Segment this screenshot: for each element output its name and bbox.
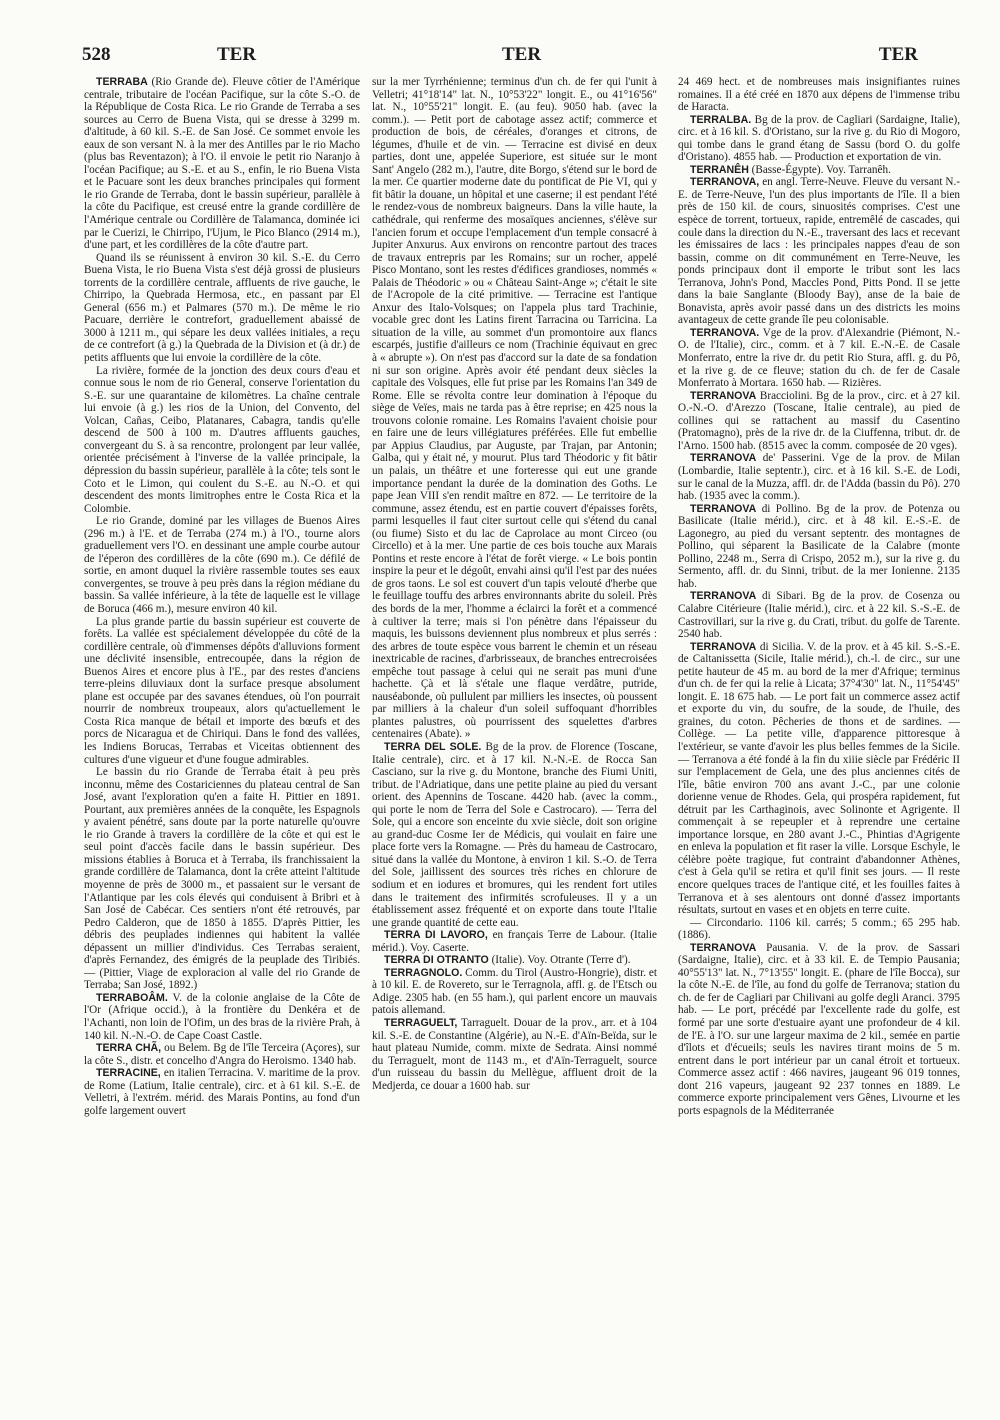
column-left bbox=[84, 76, 360, 1404]
headword: TERRABA bbox=[96, 76, 148, 88]
entry-terralba bbox=[678, 114, 960, 164]
entry-text: de' Passerini. Vge de la prov. de Milan (Lombardie, Italie septentr.), circ. et à 16 kil. S.-E. de Lodi, sur le canal de la Muzza, affl. dr. de l'Adda (bassin du Pô). 270 hab. (1935 avec la comm.). bbox=[678, 452, 960, 503]
entry-text: en français Terre de Labour. (Italie mérid.). Voy. Caserte. bbox=[372, 929, 657, 954]
header-center-word: TER bbox=[502, 44, 542, 65]
entry-text: Bg de la prov. de Florence (Toscane, Italie centrale), circ. et à 17 kil. N.-N.-E. de Rocca San Casciano, sur la rive g. du Montone, branche des Fiumi Uniti, tribut. de l'Adriatique, dans une petite plaine au pied du versant orient. des Apennins de Toscane. 4420 hab. (avec la comm., qui porte le nom de Terra del Sole e Castrocaro). — Terra del Sole, qui a encore son enceinte du xvie siècle, doit son origine au grand-duc Cosme Ier de Médicis, qui voulait en faire une place forte vers la Romagne. — Près du hameau de Castrocaro, situé dans la vallée du Montone, à environ 1 kil. S.-O. de Terra del Sole, jaillissent des sources très riches en chlorure de sodium et en iodures et bromures, qui les rendent fort utiles dans le traitement des infirmités scrofuleuses. Il y a un établissement assez fréquenté et on exporte dans toute l'Italie une grande quantité de cette eau. bbox=[372, 740, 657, 929]
entry-text: ou Belem. Bg de l'île Terceira (Açores), sur la côte S., distr. et concelho d'Angra do Heroismo. 1340 hab. bbox=[84, 1042, 360, 1067]
entry-terraboam bbox=[84, 992, 360, 1042]
paragraph: La plus grande partie du bassin supérieur est couverte de forêts. La vallée est spécialement développée du côté de la cordillère centrale, où d'immenses dépôts d'alluvions forment une déclivité insensible, entrecoupée, dans la région de Buenos Aires et encore plus à l'E., par des restes d'anciens terre-pleins diluviaux dont la surface presque absolument plane est occupée par des savanes étendues, où l'on pourrait nourrir de nombreux troupeaux, alors qu'actuellement le Costa Rica manque de bétail et importe des bœufs et des porcs de Nicaragua et de Chiriqui. Dans le fond des vallées, les Indiens Borucas, Terrabas et Viceitas obtiennent des cultures d'une vigueur et d'une fougue admirables. bbox=[84, 615, 360, 766]
entry-terranova-sicilia bbox=[678, 641, 960, 917]
entry-terragnolo bbox=[372, 967, 657, 1017]
headword: TERRABOÂM. bbox=[96, 991, 168, 1004]
headword: TERRANOVA bbox=[690, 389, 757, 402]
headword: TERRACINE, bbox=[96, 1067, 161, 1080]
headword: TERRANOVA bbox=[690, 941, 757, 954]
headword: TERRAGUELT, bbox=[384, 1017, 458, 1030]
paragraph: La rivière, formée de la jonction des deux cours d'eau et connue sous le nom de rio General, conserve l'orientation du S.-E. sur une quarantaine de kilomètres. La chaîne centrale lui envoie (à g.) les rios de la Union, del Convento, del Volcan, Cañas, Ceibo, Platanares, Cabagra, tandis qu'elle descend de 500 à 100 m. D'autres affluents gauches, convergeant du S. à sa rencontre, prolongent par leur vallée, orientée précisément à l'inverse de la vallée principale, la dépression du bassin supérieur, parallèle à la côte; tels sont le Coto et le Limon, qui coulent du S.-E. au N.-O. et qui descendent des monts limitrophes entre le Costa Rica et la Colombie. bbox=[84, 364, 360, 515]
paragraph: Quand ils se réunissent à environ 30 kil. S.-E. du Cerro Buena Vista, le rio Buena Vista s'est déjà grossi de plusieurs torrents de la cordillère centrale, affluents de rive gauche, le Chirripo, la Quebrada Hermosa, etc., en passant par El General (656 m.) et Palmares (570 m.). De même le rio Pacuare, derrière le contrefort, graduellement abaissé de 3000 à 1211 m., qui sépare les deux vallées initiales, a reçu de ce contrefort (à g.) la Quebrada de la Division et (à dr.) de petits affluents que lui envoie la cordillère de la côte. bbox=[84, 251, 360, 365]
headword: TERRAGNOLO. bbox=[384, 966, 463, 979]
paragraph: Le bassin du rio Grande de Terraba était à peu près inconnu, même des Costariciennes du plateau central de San José, avant l'exploration qu'en a faite H. Pittier en 1891. Pourtant, aux premières années de la conquête, les Espagnols y avaient pénétré, sans doute par la porte naturelle qu'ouvre le rio Grande à travers la cordillère de la côte et qui est le seul point d'accès facile dans le bassin supérieur. Des missions établies à Boruca et à Terraba, ils franchissaient la grande cordillère de Talamanca, dont la crête atteint l'altitude moyenne de près de 3000 m., et passaient sur le versant de l'Atlantique par les cols élevés qui conduisent à Bribri et à San José de Cabécar. Ces sentiers n'ont été retrouvés, par Pedro Calderon, que de 1850 à 1855. D'après Pittier, les débris des peuplades indiennes qui habitent la vallée dépassent un millier d'individus. Ces Terrabas seraient, d'après Fernandez, des émigrés de la peuplade des Tiribiés. — (Pittier, Viage de exploracion al valle del rio Grande de Terraba; San José, 1892.) bbox=[84, 766, 360, 992]
entry-text: (Basse-Égypte). Voy. Tarranêh. bbox=[751, 163, 891, 176]
entry-text: Vge de la prov. d'Alexandrie (Piémont, N.-O. de l'Italie), circ., comm. et à 7 kil. E.-N.-E. de Casale Monferrato, entre la rive dr. du petit Rio Stura, affl. g. du Pô, et la rive g. de ce fleuve; station du ch. de fer de Casale Monferrato à Mortara. 1650 hab. — Rizières. bbox=[678, 326, 960, 390]
headword: TERRA DI LAVORO, bbox=[384, 929, 488, 942]
headword: TERRANOVA bbox=[690, 502, 757, 515]
entry-text: Pausania. V. de la prov. de Sassari (Sardaigne, Italie), circ. et à 33 kil. E. de Tempio Pausania; 40°55'13" lat. N., 7°13'55" longit. E. (phare de l'île Bocca), sur la côte N.-E. de l'île, au fond du golfe de Terranova; station du ch. de fer de Cagliari par Chilivani au golfe degli Aranci. 3795 hab. — Le port, précédé par l'excellente rade du golfe, est formé par une sorte d'estuaire ayant une profondeur de 4 kil. de l'E. à l'O. sur une largeur maxima de 2 kil., semée en partie d'îlots et d'écueils; seuls les navires tirant moins de 5 m. entrent dans le port intérieur par un canal étroit et tortueux. Commerce assez actif : 466 navires, jaugeant 96 019 tonnes, dont 216 vapeurs, jaugeant 92 237 tonnes en 1889. Le commerce exporte principalement vers Gênes, Livourne et les ports espagnols de la Méditerranée bbox=[678, 941, 960, 1117]
entry-terraneh bbox=[678, 164, 960, 177]
entry-text: di Sicilia. V. de la prov. et à 45 kil. S.-S.-E. de Caltanissetta (Sicile, Italie mérid.), ch.-l. de circ., sur une petite hauteur de 45 m. au bord de la mer d'Afrique; terminus d'un ch. de fer qui la relie à Licata; 37°4'30" lat. N., 11°54'45" longit. E. 18 675 hab. — Le port fait un commerce assez actif et exporte du vin, du soufre, de la soude, de l'huile, des graines, du coton. Pêcheries de thons et de sardines. — Collège. — La petite ville, d'apparence pittoresque à l'extérieur, se vante d'avoir les plus belles femmes de la Sicile. — Terranova a été fondé à la fin du xiiie siècle par Frédéric II sur l'emplacement de Gela, une des plus anciennes cités de l'île, bâtie environ 700 ans avant J.-C., par une colonie dorienne venue de Rhodes. Gela, qui prospéra rapidement, fut détruit par les Carthaginois, avec Solinonte et Agrigente. Il commençait à se repeupler et à reprendre une certaine importance lorsque, en 280 avant J.-C., Phintias d'Agrigente en enleva la population et fit raser la ville. Lorsque Eschyle, le célèbre poète tragique, fut contraint d'abandonner Athènes, c'est à Gela qu'il se retira et qu'il finit ses jours. — Il reste encore quelques traces de l'antique cité, et les fouilles faites à Terranova et à ses alentours ont donné d'assez importants résultats, surtout en vases et en objets en terre cuite. bbox=[678, 640, 960, 917]
headword: TERRALBA. bbox=[690, 113, 752, 126]
headword: TERRANOVA bbox=[690, 640, 757, 653]
headword: TERRANÊH bbox=[690, 163, 749, 176]
entry-text: (Italie). Voy. Otrante (Terre d'). bbox=[491, 954, 631, 967]
entry-terranova-bracciolini bbox=[678, 390, 960, 453]
entry-terranova-pausania bbox=[678, 942, 960, 1118]
entry-text: di Sibari. Bg de la prov. de Cosenza ou Calabre Citérieure (Italie mérid.), circ. et à 22 kil. S.-S.-E. de Castrovillari, sur la rive g. du Crati, tribut. du golfe de Tarente. 2540 hab. bbox=[678, 590, 960, 641]
entry-terra-del-sole bbox=[372, 741, 657, 929]
entry-text: V. de la colonie anglaise de la Côte de l'Or (Afrique occid.), à la frontière du Denkéra et de l'Achanti, non loin de l'Ofim, un des bras de la rivière Prah, à 140 kil. N.-N.-O. de Cape Coast Castle. bbox=[84, 991, 360, 1042]
paragraph: 24 469 hect. et de nombreuses mais insignifiantes ruines romaines. Il a été créé en 1870 aux dépens de l'immense tribu de Haracta. bbox=[678, 76, 960, 114]
circondario-note: — Circondario. 1106 kil. carrés; 5 comm.; 65 295 hab. (1886). bbox=[678, 916, 960, 942]
headword: TERRA CHÃ, bbox=[96, 1042, 162, 1055]
entry-terra-di-lavoro bbox=[372, 929, 657, 954]
entry-text: en angl. Terre-Neuve. Fleuve du versant N.-E. de Terre-Neuve, l'un des plus importants de l'île. Il a bien près de 150 kil. de cours, sinuosités comprises. C'est une espèce de torrent, tortueux, rapide, entremêlé de cascades, qui coule dans la direction du N.-E., traversant des lacs et recevant les émissaires de lacs : les principales nappes d'eau de son bassin, comme on dit communément en Terre-Neuve, les ponds principaux dont il emporte le tribut sont les lacs Terranova, John's Pond, Maccles Pond, Pitts Pond. Il se jette dans la baie Sanglante (Bloody Bay), anse de la baie de Bonavista, après avoir passé dans un des districts les moins avantageux de cette grande île peu colonisable. bbox=[678, 176, 960, 327]
header-left-word: TER bbox=[217, 44, 257, 65]
headword: TERRANOVA bbox=[690, 452, 757, 465]
entry-text: en italien Terracina. V. maritime de la prov. de Rome (Latium, Italie centrale), circ. et à 61 kil. S.-E. de Velletri, à l'extrém. mérid. des Marais Pontins, au fond d'un golfe largement ouvert bbox=[84, 1067, 360, 1117]
entry-terranova-pollino bbox=[678, 503, 960, 591]
headword: TERRANOVA. bbox=[690, 326, 760, 339]
entry-terranova-sibari bbox=[678, 590, 960, 640]
entry-terranova-piemont bbox=[678, 327, 960, 390]
running-header bbox=[82, 44, 940, 74]
entry-text: Tarraguelt. Douar de la prov., arr. et à 104 kil. S.-E. de Constantine (Algérie), au N.-E. d'Aïn-Beïda, sur le haut plateau Numide, comm. mixte de Sedrata. Ainsi nommé du Terraguelt, mont de 1143 m., et d'Aïn-Terraguelt, source d'un ruisseau du bassin du Mellègue, affluent droit de la Medjerda, ce douar a 1600 hab. sur bbox=[372, 1017, 657, 1092]
entry-terracine bbox=[84, 1067, 360, 1117]
headword: TERRANOVA, bbox=[690, 176, 760, 189]
paragraph: sur la mer Tyrrhénienne; terminus d'un ch. de fer qui l'unit à Velletri; 41°18'14" lat. N., 10°53'22" longit. E., ou 41°16'56" lat. N., 10°55'21" longit. E. (au feu). 9050 hab. (avec la comm.). — Petit port de cabotage assez actif; commerce et production de bois, de céréales, d'oranges et citrons, de légumes, d'huile et de vin. — Terracine est divisé en deux parties, dont une, appelée Superiore, est située sur le mont Sant' Angelo (282 m.), l'autre, dite Borgo, s'étend sur le bord de la mer. Ce quartier moderne date du pontificat de Pie VI, qui y fit bâtir la douane, un hôpital et une caserne; il est pendant l'été le rendez-vous de nombreux baigneurs. Dans la ville haute, la cathédrale, qui renferme des mosaïques anciennes, s'élève sur l'ancien forum et occupe l'emplacement d'un temple consacré à Jupiter Anxurus. Aux environs on rencontre partout des traces de travaux entrepris par les Romains; sur un rocher, appelé Pisco Montano, sont les restes d'édifices grandioses, nommés « Palais de Théodoric » ou « Château Saint-Ange »; c'était le site de l'Acropole de la cité primitive. — Terracine est l'antique Anxur des Italo-Volsques; on l'appela plus tard Trachinie, vocable grec dont les Latins firent Tarracina ou Tarricina. La situation de la ville, au sommet d'un promontoire aux flancs escarpés, justifie d'ailleurs ce nom (Trachinie équivaut en grec à « abrupte »). On n'est pas d'accord sur la date de sa fondation ni sur son origine. Après avoir été pendant deux siècles la capitale des Volsques, elle fut prise par les Romains l'an 349 de Rome. Elle se révolta contre leur domination à l'époque du siège de Veïes, mais ne tarda pas à être reprise; en 425 nous la trouvons colonie romaine. Les Romains l'avaient choisie pour en faire une de leurs villégiatures préférées. Elle fut embellie par Appius Claudius, par Auguste, par Trajan, par Antonin; Galba, qui y était né, y mourut. Plus tard Théodoric y fit bâtir un palais, un théâtre et une forteresse qui eut une grande importance pendant la durée de la domination des Goths. Le pape Jean VIII s'en rendit maître en 872. — Le territoire de la commune, assez étendu, est en partie couvert d'épaisses forêts, parmi lesquelles il faut citer surtout celle qui s'étend du canal (ou fiume) Sisto et du lac de Caprolace au mont Circeo (ou Circello) et à la mer. Une partie de ces bois touche aux Marais Pontins et reste encore à l'état de forêt vierge. « Le bois pontin inspire la peur et le dégoût, envahi ainsi qu'il l'est par des nuées de gros taons. Le sol est couvert d'un tapis velouté d'herbe que le feuillage touffu des arbres environnants abrite du soleil. Près des bords de la mer, l'homme a éclairci la forêt et a commencé à cultiver la terre; mais si l'on pénètre dans l'épaisseur du maquis, les buissons deviennent plus nombreux et plus serrés : des arbres de toute espèce vous barrent le chemin et un réseau inextricable de racines, d'arbrisseaux, de branches entrecroisées empêche tout passage à celui qui ne serait pas muni d'une hachette. Çà et là s'étale une flaque verdâtre, putride, nauséabonde, où pullulent par milliers les insectes, où poussent par milliers à la chaleur d'un soleil suffoquant d'horribles plantes palustres, où pourrissent des squelettes d'arbres centenaires (Abate). » bbox=[372, 76, 657, 741]
page-number: 528 bbox=[82, 44, 111, 65]
column-right bbox=[678, 76, 960, 1404]
entry-terranova-river bbox=[678, 176, 960, 327]
headword: TERRANOVA bbox=[690, 590, 757, 603]
headword: TERRA DEL SOLE. bbox=[384, 740, 482, 753]
entry-text: Bg de la prov. de Cagliari (Sardaigne, Italie), circ. et à 16 kil. S. d'Oristano, sur la rive g. du Rio di Mogoro, qui tombe dans le grand étang de Sassu (bord O. du golfe d'Oristano). 4855 hab. — Production et exportation de vin. bbox=[678, 113, 960, 164]
header-right-word: TER bbox=[878, 44, 918, 65]
entry-text: Bracciolini. Bg de la prov., circ. et à 27 kil. O.-N.-O. d'Arezzo (Toscane, Italie centrale), au pied de collines qui se rattachent au massif du Casentino (Pratomagno), près de la rive dr. de la Ciuffenna, tribut. dr. de l'Arno. 1500 hab. (8515 avec la comm. composée de 20 vges). bbox=[678, 389, 960, 452]
column-middle bbox=[372, 76, 657, 1404]
entry-terranova-passerini bbox=[678, 452, 960, 502]
headword: TERRA DI OTRANTO bbox=[384, 954, 489, 967]
entry-text: (Rio Grande de). Fleuve côtier de l'Amérique centrale, tributaire de l'océan Pacifique, sur la côte S.-O. de la République de Costa Rica. Le rio Grande de Terraba a ses sources au Cerro de Buena Vista, qui se dresse à 3299 m. d'altitude, à 60 kil. S.-E. de San José. Ce sommet envoie les eaux de son versant N. à la mer des Antilles par le rio Macho (plus bas Reventazon); à l'O. il envoie le petit rio Naranjo à l'océan Pacifique; au S.-E. et au S., enfin, le rio Buena Vista et le Pacuare sont les deux branches principales qui forment le rio Grande de Terraba, dont le bassin supérieur, parallèle à la côte du Pacifique, est creusé entre la grande cordillère de l'Amérique centrale ou Cordillère de Talamanca, dominée ici par le Cuerizi, le Chirripo, l'Ujum, le Pico Blanco (2914 m.), d'une part, et les cordillères de la côte d'autre part. bbox=[84, 76, 360, 252]
entry-text: Comm. du Tirol (Austro-Hongrie), distr. et à 10 kil. E. de Rovereto, sur le Terragnola, affl. g. de l'Etsch ou Adige. 2305 hab. (en 55 ham.), qui parlent encore un mauvais patois allemand. bbox=[372, 966, 657, 1017]
entry-terraba bbox=[84, 76, 360, 252]
paragraph: Le rio Grande, dominé par les villages de Buenos Aires (296 m.) à l'E. et de Terraba (274 m.) à l'O., tourne alors graduellement vers l'O. en dessinant une ample courbe autour de l'éperon des cordillères de la côte (690 m.). Ce défilé de sortie, en amont duquel la rivière rassemble toutes ses eaux convergentes, se trouve à peu près dans la région médiane du bassin. Sa vallée inférieure, à la tête de laquelle est le village de Boruca (466 m.), mesure environ 40 kil. bbox=[84, 515, 360, 615]
entry-terra-di-otranto bbox=[372, 954, 657, 967]
entry-terra-cha bbox=[84, 1042, 360, 1067]
entry-text: di Pollino. Bg de la prov. de Potenza ou Basilicate (Italie mérid.), circ. et à 48 kil. E.-S.-E. de Lagonegro, au pied du versant septentr. des montagnes de Pollino, qui séparent la Basilicate de la Calabre (monte Pollino, 2248 m., Serra di Crispo, 2052 m.), sur la rive g. du Sermento, affl. dr. du Sinni, tribut. de la mer Ionienne. 2135 hab. bbox=[678, 502, 960, 590]
entry-terraguelt bbox=[372, 1017, 657, 1092]
